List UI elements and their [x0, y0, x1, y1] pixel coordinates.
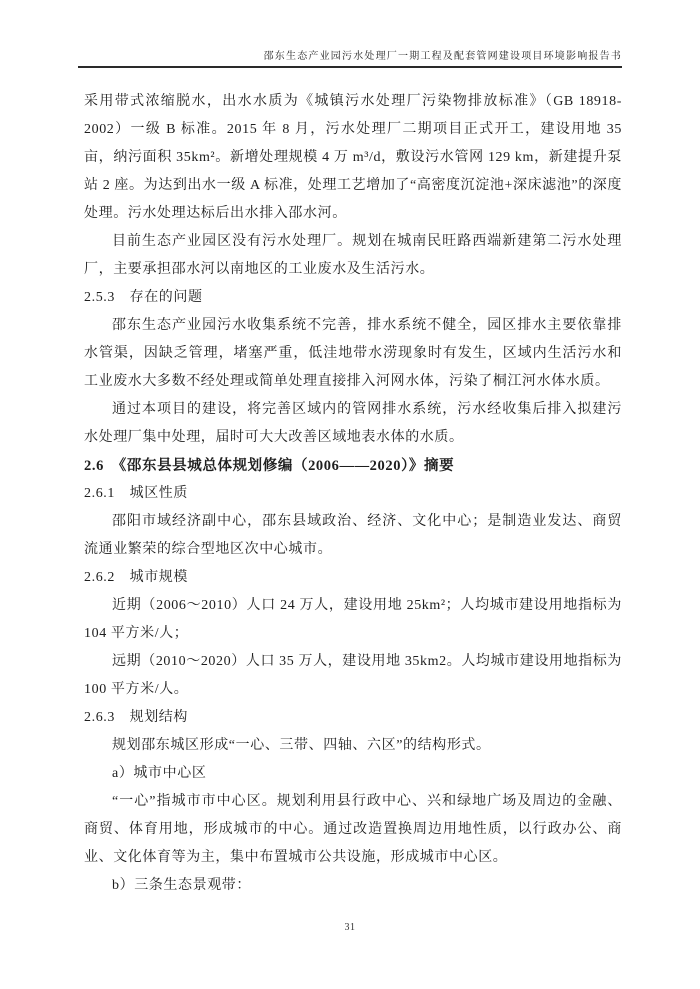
paragraph: b）三条生态景观带： — [112, 878, 251, 893]
page-header-title: 邵东生态产业园污水处理厂一期工程及配套管网建设项目环境影响报告书 — [263, 51, 622, 62]
section-heading: 2.6.3 规划结构 — [84, 710, 188, 725]
paragraph: 规划邵东城区形成“一心、三带、四轴、六区”的结构形式。 — [112, 738, 491, 753]
header-rule — [78, 66, 622, 68]
section-heading: 2.6.2 城市规模 — [84, 570, 188, 585]
paragraph: 采用带式浓缩脱水，出水水质为《城镇污水处理厂污染物排放标准》（GB 18918-2002）一级 B 标准。2015 年 8 月，污水处理厂二期项目正式开工，建设用地 35 亩，纳污面积 35km²。新增处理规模 4 万 m³/d，敷设污水管网 129 km，新建提升泵站 2 座。为达到出水一级 A 标准，处理工艺增加了“高密度沉淀池+深床滤池”的深度处理。污水处理达标后出水排入邵水河。 — [84, 94, 622, 221]
paragraph: a）城市中心区 — [112, 766, 207, 781]
page-number: 31 — [344, 922, 356, 933]
section-heading: 2.6.1 城区性质 — [84, 486, 188, 501]
paragraph: 远期（2010～2020）人口 35 万人，建设用地 35km2。人均城市建设用地指标为 100 平方米/人。 — [84, 654, 622, 697]
document-body — [84, 88, 622, 900]
paragraph: 通过本项目的建设，将完善区域内的管网排水系统，污水经收集后排入拟建污水处理厂集中处理，届时可大大改善区域地表水体的水质。 — [84, 402, 622, 445]
paragraph: 邵阳市域经济副中心，邵东县域政治、经济、文化中心；是制造业发达、商贸流通业繁荣的综合型地区次中心城市。 — [84, 514, 622, 557]
paragraph: 目前生态产业园区没有污水处理厂。规划在城南民旺路西端新建第二污水处理厂，主要承担邵水河以南地区的工业废水及生活污水。 — [84, 234, 622, 277]
paragraph: 邵东生态产业园污水收集系统不完善，排水系统不健全，园区排水主要依靠排水管渠，因缺乏管理，堵塞严重，低洼地带水涝现象时有发生，区域内生活污水和工业废水大多数不经处理或简单处理直接排入河网水体，污染了桐江河水体水质。 — [84, 318, 622, 389]
section-heading: 2.6 《邵东县县城总体规划修编（2006——2020）》摘要 — [84, 458, 455, 474]
section-heading: 2.5.3 存在的问题 — [84, 290, 203, 305]
paragraph: “一心”指城市市中心区。规划利用县行政中心、兴和绿地广场及周边的金融、商贸、体育用地，形成城市的中心。通过改造置换周边用地性质，以行政办公、商业、文化体育等为主，集中布置城市公共设施，形成城市中心区。 — [84, 794, 622, 865]
paragraph: 近期（2006～2010）人口 24 万人，建设用地 25km²；人均城市建设用地指标为 104 平方米/人； — [84, 598, 622, 641]
